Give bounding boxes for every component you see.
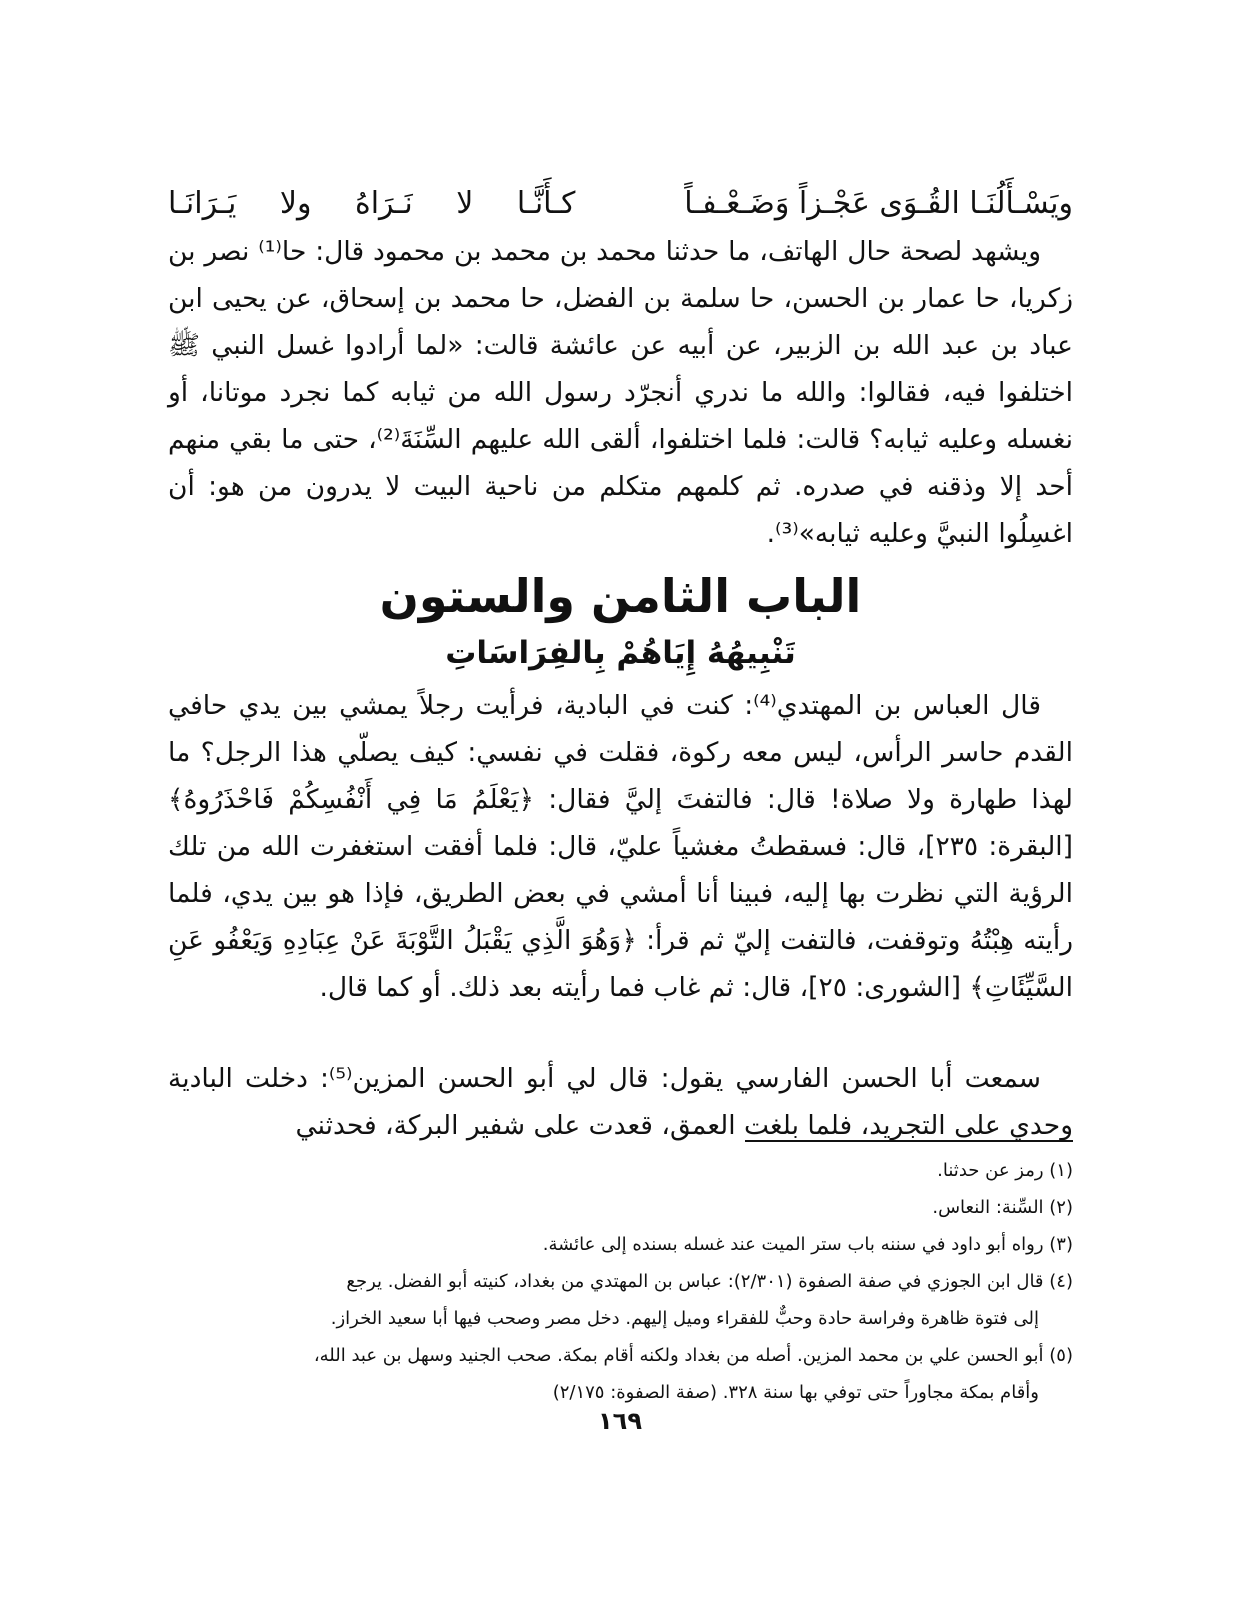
footnote-item [168,1152,1073,1189]
chapter-subtitle: تَنْبِيهُهُ إِيَاهُمْ بِالفِرَاسَاتِ [445,635,796,671]
footnote-text: (٣) رواه أبو داود في سننه باب ستر الميت عند غسله بسنده إلى عائشة. [542,1234,1073,1255]
footnote-text: (٢) السِّنة: النعاس. [932,1197,1073,1218]
footnote-continuation: إلى فتوة ظاهرة وفراسة حادة وحبٌّ للفقراء وميل إليهم. دخل مصر وصحب فيها أبا سعيد الخراز. [330,1308,1039,1329]
footnote-item [168,1337,1073,1411]
verse-hemistich-second: كـأَنَّـا لا نَـرَاهُ ولا يَـرَانَـا [168,185,576,221]
footnote-divider [745,1140,1073,1142]
footnote-text: (٤) قال ابن الجوزي في صفة الصفوة (٢/٣٠١): عباس بن المهتدي من بغداد، كنيته أبو الفضل. يرجع [346,1271,1073,1292]
footnotes [168,1152,1073,1411]
page-number: ١٦٩ [598,1407,642,1435]
footnote-item [168,1226,1073,1263]
footnote-item [168,1189,1073,1226]
paragraph-hadith-aisha: ويشهد لصحة حال الهاتف، ما حدثنا محمد بن محمد بن محمود قال: حا⁽¹⁾ نصر بن زكريا، حا عمار بن الحسن، حا سلمة بن الفضل، حا محمد بن إسحاق، عن يحيى ابن عباد بن عبد الله بن الزبير، عن أبيه عن عائشة قالت: «لما أرادوا غسل النبي ﷺ اختلفوا فيه، فقالوا: والله ما ندري أنجرّد رسول الله من ثيابه كما نجرد موتانا، أو نغسله وعليه ثيابه؟ قالت: فلما اختلفوا، ألقى الله عليهم السِّنَةَ⁽²⁾، حتى ما بقي منهم أحد إلا وذقنه في صدره. ثم كلمهم متكلم من ناحية البيت لا يدرون من هو: أن اغسِلُوا النبيَّ وعليه ثيابه»⁽³⁾. [168,236,1073,549]
footnote-text: (١) رمز عن حدثنا. [937,1160,1073,1181]
footnote-continuation: وأقام بمكة مجاوراً حتى توفي بها سنة ٣٢٨. (صفة الصفوة: ٢/١٧٥) [552,1382,1039,1403]
paragraph-abbas-story: قال العباس بن المهتدي⁽⁴⁾: كنت في البادية، فرأيت رجلاً يمشي بين يدي حافي القدم حاسر الرأس، ليس معه ركوة، فقلت في نفسي: كيف يصلّي هذا الرجل؟ ما لهذا طهارة ولا صلاة! قال: فالتفتَ إليَّ فقال: ﴿يَعْلَمُ مَا فِي أَنْفُسِكُمْ فَاحْذَرُوهُ﴾ [البقرة: ٢٣٥]، قال: فسقطتُ مغشياً عليّ، قال: فلما أفقت استغفرت الله من تلك الرؤية التي نظرت بها إليه، فبينا أنا أمشي في بعض الطريق، فإذا هو بين يدي، فلما رأيته هِبْتُهُ وتوقفت، فالتفت إليّ ثم قرأ: ﴿وَهُوَ الَّذِي يَقْبَلُ التَّوْبَةَ عَنْ عِبَادِهِ وَيَعْفُو عَنِ السَّيِّئَاتِ﴾ [الشورى: ٢٥]، قال: ثم غاب فما رأيته بعد ذلك. أو كما قال. [168,690,1073,1003]
footnote-item [168,1263,1073,1337]
footnote-text: (٥) أبو الحسن علي بن محمد المزين. أصله من بغداد ولكنه أقام بمكة. صحب الجنيد وسهل بن عبد الله، [313,1345,1073,1366]
poem-verse [168,178,1073,228]
paragraph-abul-hasan: سمعت أبا الحسن الفارسي يقول: قال لي أبو الحسن المزين⁽⁵⁾: دخلت البادية وحدي على التجريد، فلما بلغت العمق، قعدت على شفير البركة، فحدثني [168,1063,1073,1141]
verse-hemistich-first: ويَسْـأَلُنَـا القُـوَى عَجْـزاً وَضَـعْـفـاً [684,185,1073,221]
chapter-title: الباب الثامن والستون [379,569,862,623]
